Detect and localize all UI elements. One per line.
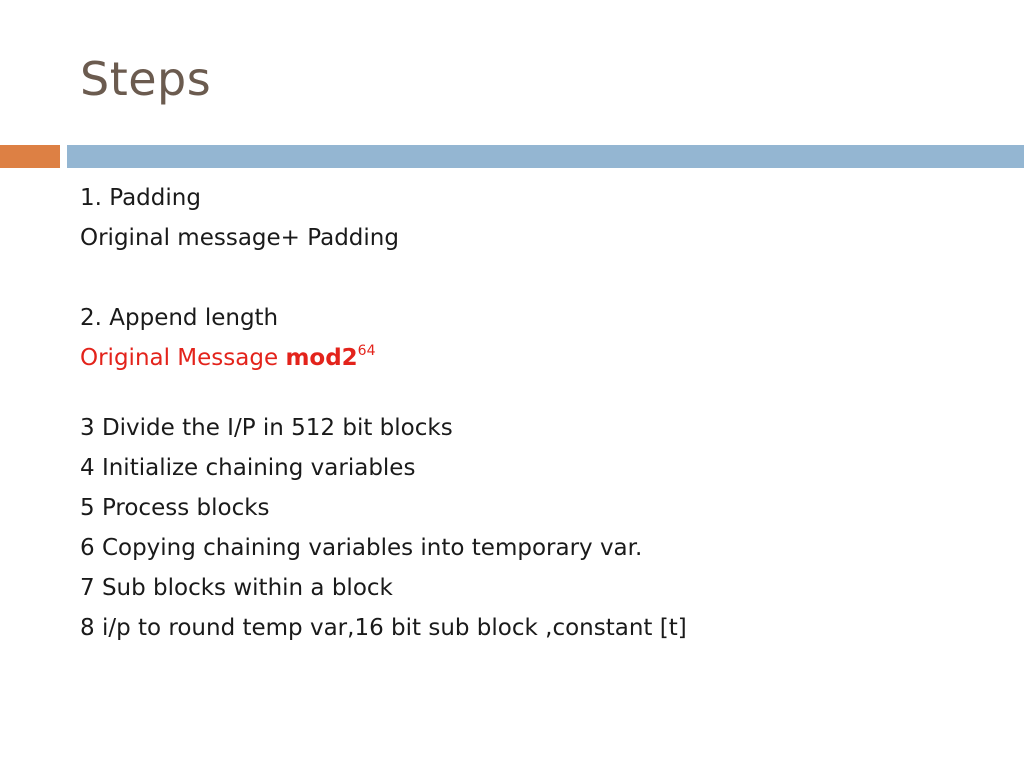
- step-1-detail: Original message+ Padding: [80, 225, 399, 251]
- step-6: 6 Copying chaining variables into temporary var.: [80, 535, 643, 561]
- slide-title: Steps: [80, 52, 212, 106]
- step-7: 7 Sub blocks within a block: [80, 575, 393, 601]
- accent-bar-orange: [0, 145, 60, 168]
- step-8: 8 i/p to round temp var,16 bit sub block ,constant [t]: [80, 615, 687, 641]
- step-2-detail: [80, 343, 376, 373]
- step-5: 5 Process blocks: [80, 495, 270, 521]
- exponent-64: 64: [357, 343, 376, 359]
- step-2-detail-text: Original Message: [80, 345, 286, 371]
- accent-bar-blue: [67, 145, 1024, 168]
- mod-label: mod2: [285, 345, 358, 371]
- step-4: 4 Initialize chaining variables: [80, 455, 416, 481]
- step-1-heading: 1. Padding: [80, 185, 201, 211]
- step-3: 3 Divide the I/P in 512 bit blocks: [80, 415, 453, 441]
- step-2-heading: 2. Append length: [80, 305, 279, 331]
